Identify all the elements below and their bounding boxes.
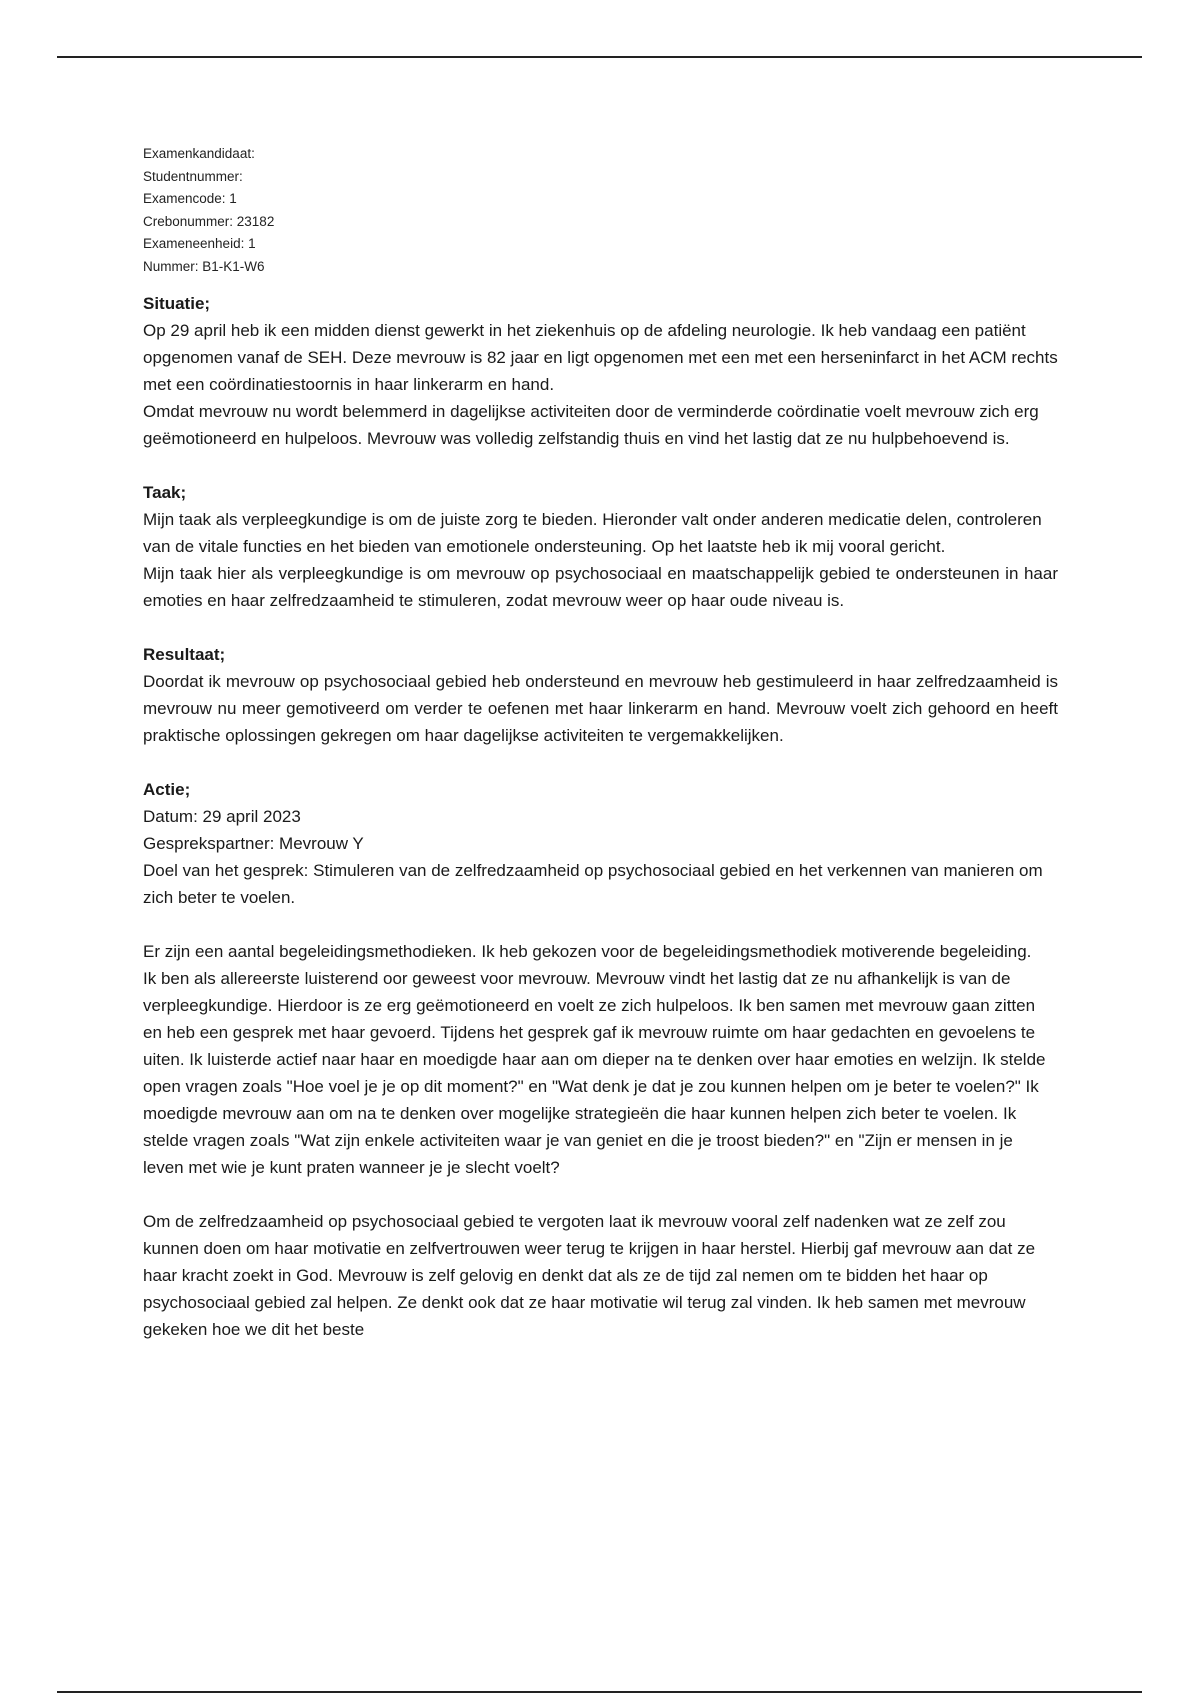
taak-heading: Taak; xyxy=(143,483,187,502)
situatie-paragraph-1: Op 29 april heb ik een midden dienst gewerkt in het ziekenhuis op de afdeling neurologie. Ik heb vandaag een patiënt opgenomen vanaf de SEH. Deze mevrouw is 82 jaar en ligt opgenomen met een met een herseninfarct in het ACM rechts met een coördinatiestoornis in haar linkerarm en hand. xyxy=(143,321,1058,394)
actie-gesprekspartner: Gesprekspartner: Mevrouw Y xyxy=(143,834,364,853)
top-rule xyxy=(57,56,1142,58)
document-page xyxy=(143,143,1058,1370)
exam-header xyxy=(143,143,1058,278)
situatie-paragraph-2: Omdat mevrouw nu wordt belemmerd in dagelijkse activiteiten door de verminderde coördinatie voelt mevrouw zich erg geëmotioneerd en hulpeloos. Mevrouw was volledig zelfstandig thuis en vind het lastig dat ze nu hulpbehoevend is. xyxy=(143,402,1039,448)
situatie-heading: Situatie; xyxy=(143,294,211,313)
exam-number: Nummer: B1-K1-W6 xyxy=(143,258,265,274)
section-actie xyxy=(143,776,1058,1343)
taak-paragraph-1: Mijn taak als verpleegkundige is om de juiste zorg te bieden. Hieronder valt onder anderen medicatie delen, controleren van de vitale functies en het bieden van emotionele ondersteuning. Op het laatste heb ik mij vooral gericht. xyxy=(143,510,1042,556)
exam-candidate: Examenkandidaat: xyxy=(143,146,255,161)
exam-code: Examencode: 1 xyxy=(143,191,237,206)
actie-paragraph-1: Er zijn een aantal begeleidingsmethodieken. Ik heb gekozen voor de begeleidingsmethodiek motiverende begeleiding. xyxy=(143,942,1032,961)
actie-heading: Actie; xyxy=(143,780,191,799)
student-number: Studentnummer: xyxy=(143,168,243,184)
section-taak xyxy=(143,479,1058,614)
bottom-rule xyxy=(57,1691,1142,1693)
exam-unit: Exameneenheid: 1 xyxy=(143,236,256,251)
resultaat-paragraph: Doordat ik mevrouw op psychosociaal gebied heb ondersteund en mevrouw heb gestimuleerd in haar zelfredzaamheid is mevrouw nu meer gemotiveerd om verder te oefenen met haar linkerarm en hand. Mevrouw voelt zich gehoord en heeft praktische oplossingen gekregen om haar dagelijkse activiteiten te vergemakkelijken. xyxy=(143,672,1058,745)
actie-doel: Doel van het gesprek: Stimuleren van de zelfredzaamheid op psychosociaal gebied en het verkennen van manieren om zich beter te voelen. xyxy=(143,861,1043,907)
taak-paragraph-2: Mijn taak hier als verpleegkundige is om mevrouw op psychosociaal en maatschappelijk gebied te ondersteunen in haar emoties en haar zelfredzaamheid te stimuleren, zodat mevrouw weer op haar oude niveau is. xyxy=(143,564,1058,610)
actie-paragraph-2: Ik ben als allereerste luisterend oor geweest voor mevrouw. Mevrouw vindt het lastig dat ze nu afhankelijk is van de verpleegkundige. Hierdoor is ze erg geëmotioneerd en voelt ze zich hulpeloos. Ik ben samen met mevrouw gaan zitten en heb een gesprek met haar gevoerd. Tijdens het gesprek gaf ik mevrouw ruimte om haar gedachten en gevoelens te uiten. Ik luisterde actief naar haar en moedigde haar aan om dieper na te denken over haar emoties en welzijn. Ik stelde open vragen zoals "Hoe voel je je op dit moment?" en "Wat denk je dat je zou kunnen helpen om je beter te voelen?" Ik moedigde mevrouw aan om na te denken over mogelijke strategieën die haar kunnen helpen zich beter te voelen. Ik stelde vragen zoals "Wat zijn enkele activiteiten waar je van geniet en die je troost bieden?" en "Zijn er mensen in je leven met wie je kunt praten wanneer je je slecht voelt? xyxy=(143,969,1046,1177)
actie-paragraph-3: Om de zelfredzaamheid op psychosociaal gebied te vergoten laat ik mevrouw vooral zelf nadenken wat ze zelf zou kunnen doen om haar motivatie en zelfvertrouwen weer terug te krijgen in haar herstel. Hierbij gaf mevrouw aan dat ze haar kracht zoekt in God. Mevrouw is zelf gelovig en denkt dat als ze de tijd zal nemen om te bidden het haar op psychosociaal gebied zal helpen. Ze denkt ook dat ze haar motivatie wil terug zal vinden. Ik heb samen met mevrouw gekeken hoe we dit het beste xyxy=(143,1212,1036,1339)
section-situatie xyxy=(143,290,1058,452)
actie-datum: Datum: 29 april 2023 xyxy=(143,807,301,826)
crebo-number: Crebonummer: 23182 xyxy=(143,213,275,229)
section-resultaat xyxy=(143,641,1058,749)
resultaat-heading: Resultaat; xyxy=(143,645,226,664)
